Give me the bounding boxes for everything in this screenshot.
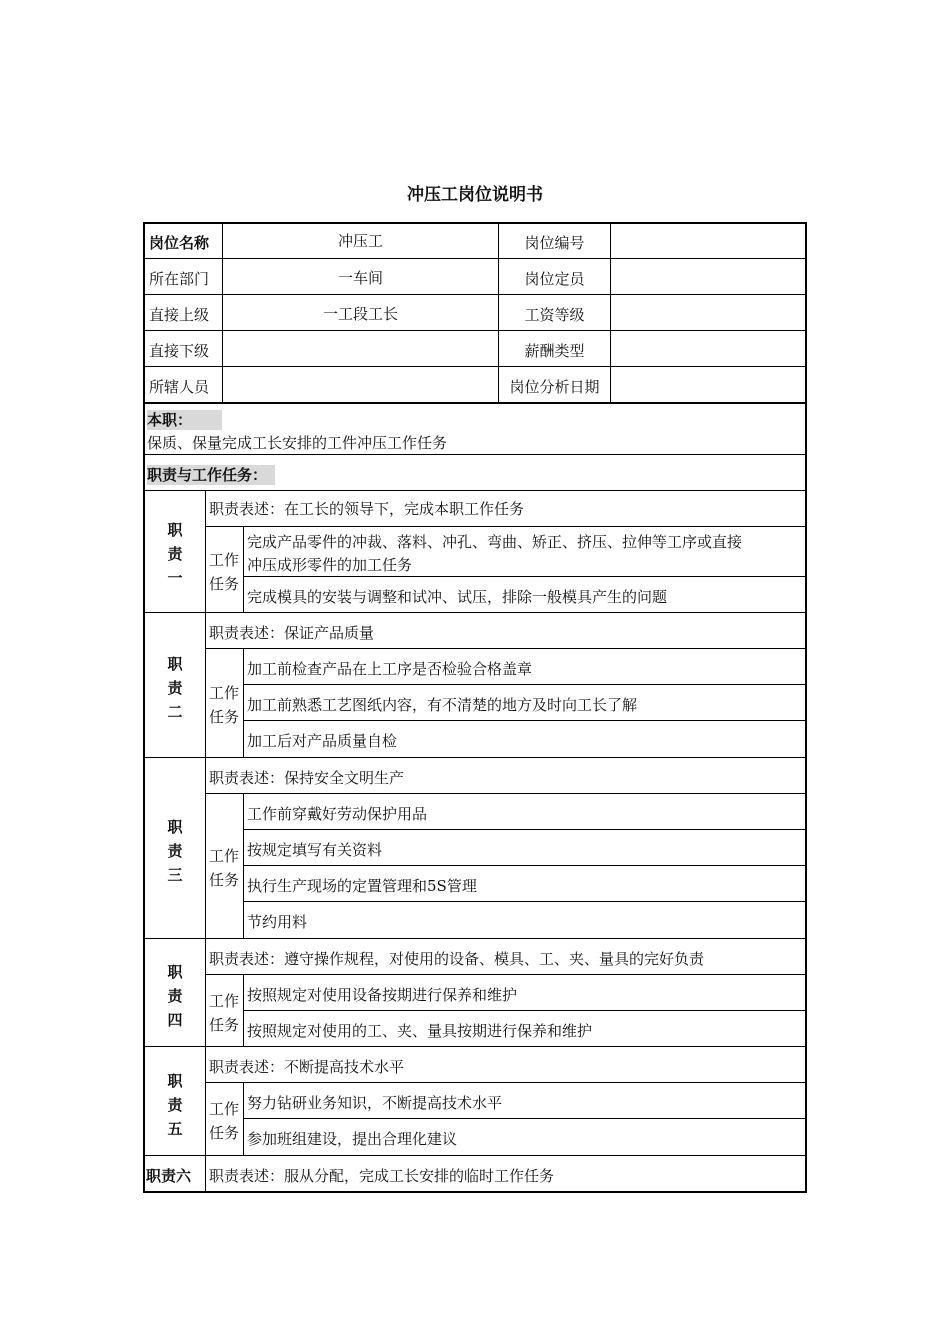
rule [205, 490, 206, 1191]
duty-1-task-1-cont: 冲压成形零件的加工任务 [247, 556, 413, 574]
rule [243, 720, 805, 721]
duty-4-task-1: 按照规定对使用设备按期进行保养和维护 [247, 986, 518, 1004]
label-analysis-date: 岗位分析日期 [509, 378, 600, 396]
rule [205, 648, 805, 649]
rule [243, 526, 244, 612]
duty-4-label: 职 责 四 [167, 963, 183, 1029]
duty-3-label: 职 责 三 [167, 818, 183, 884]
rule [205, 793, 805, 794]
rule [243, 793, 244, 938]
rule [145, 1155, 805, 1156]
duty-3-desc: 职责表述：保持安全文明生产 [209, 769, 405, 787]
rule [145, 612, 805, 613]
benzhi-text: 保质、保量完成工长安排的工件冲压工作任务 [147, 434, 448, 452]
duties-header: 职责与工作任务： [147, 465, 275, 485]
rule [243, 648, 244, 757]
label-direct-superior: 直接上级 [149, 306, 210, 324]
duty-1-task-2: 完成模具的安装与调整和试冲、试压，排除一般模具产生的问题 [247, 588, 668, 606]
rule [145, 454, 805, 455]
duty-2-task-1: 加工前检查产品在上工序是否检验合格盖章 [247, 660, 533, 678]
rule [205, 526, 805, 527]
rule [145, 1046, 805, 1047]
rule [145, 490, 805, 491]
rule [145, 258, 805, 259]
duty-1-task-1: 完成产品零件的冲裁、落料、冲孔、弯曲、矫正、挤压、拉伸等工序或直接 [247, 533, 743, 551]
benzhi-label: 本职： [147, 410, 222, 430]
duty-6-desc: 职责表述：服从分配，完成工长安排的临时工作任务 [209, 1167, 555, 1185]
value-position-name: 冲压工 [337, 232, 383, 250]
rule [145, 402, 805, 404]
duty-3-task-2: 按规定填写有关资料 [247, 841, 383, 859]
duty-2-task-3: 加工后对产品质量自检 [247, 732, 398, 750]
rule [145, 757, 805, 758]
duty-4-task-2: 按照规定对使用的工、夹、量具按期进行保养和维护 [247, 1022, 593, 1040]
page-title: 冲压工岗位说明书 [407, 185, 543, 205]
rule [610, 224, 611, 402]
rule [243, 576, 805, 577]
duty-5-task-1: 努力钻研业务知识，不断提高技术水平 [247, 1094, 503, 1112]
rule [145, 938, 805, 939]
rule [145, 330, 805, 331]
rule [243, 974, 244, 1046]
rule [243, 829, 805, 830]
rule [145, 294, 805, 295]
rule [243, 684, 805, 685]
duty-3-task-4: 节约用料 [247, 913, 308, 931]
label-department: 所在部门 [149, 270, 210, 288]
rule [205, 1082, 805, 1083]
label-position-name: 岗位名称 [149, 234, 210, 252]
label-direct-subordinate: 直接下级 [149, 342, 210, 360]
duty-3-task-3: 执行生产现场的定置管理和5S管理 [247, 877, 477, 895]
duty-5-desc: 职责表述：不断提高技术水平 [209, 1058, 405, 1076]
duty-6-label: 职责六 [146, 1167, 192, 1185]
duty-2-task-2: 加工前熟悉工艺图纸内容，有不清楚的地方及时向工长了解 [247, 696, 638, 714]
task-label: 工作 任务 [208, 1100, 239, 1142]
rule [145, 366, 805, 367]
rule [243, 1118, 805, 1119]
duty-5-task-2: 参加班组建设，提出合理化建议 [247, 1130, 458, 1148]
label-pay-type: 薪酬类型 [524, 342, 585, 360]
rule [243, 1082, 244, 1155]
label-headcount: 岗位定员 [524, 270, 585, 288]
task-label: 工作 任务 [208, 684, 239, 726]
label-staff: 所辖人员 [149, 378, 210, 396]
duty-5-label: 职 责 五 [167, 1072, 183, 1138]
rule [243, 1010, 805, 1011]
value-direct-superior: 一工段工长 [322, 305, 398, 323]
duty-1-label: 职 责 一 [167, 521, 183, 587]
rule [243, 901, 805, 902]
rule [243, 865, 805, 866]
label-position-code: 岗位编号 [524, 234, 585, 252]
duty-2-label: 职 责 二 [167, 655, 183, 721]
task-label: 工作 任务 [208, 551, 239, 593]
rule [205, 974, 805, 975]
duty-2-desc: 职责表述：保证产品质量 [209, 624, 375, 642]
value-department: 一车间 [337, 269, 383, 287]
duty-3-task-1: 工作前穿戴好劳动保护用品 [247, 805, 428, 823]
duty-1-desc: 职责表述：在工长的领导下，完成本职工作任务 [209, 500, 525, 518]
duty-4-desc: 职责表述：遵守操作规程，对使用的设备、模具、工、夹、量具的完好负责 [209, 950, 705, 968]
task-label: 工作 任务 [208, 847, 239, 889]
label-salary-grade: 工资等级 [524, 306, 585, 324]
task-label: 工作 任务 [208, 992, 239, 1034]
